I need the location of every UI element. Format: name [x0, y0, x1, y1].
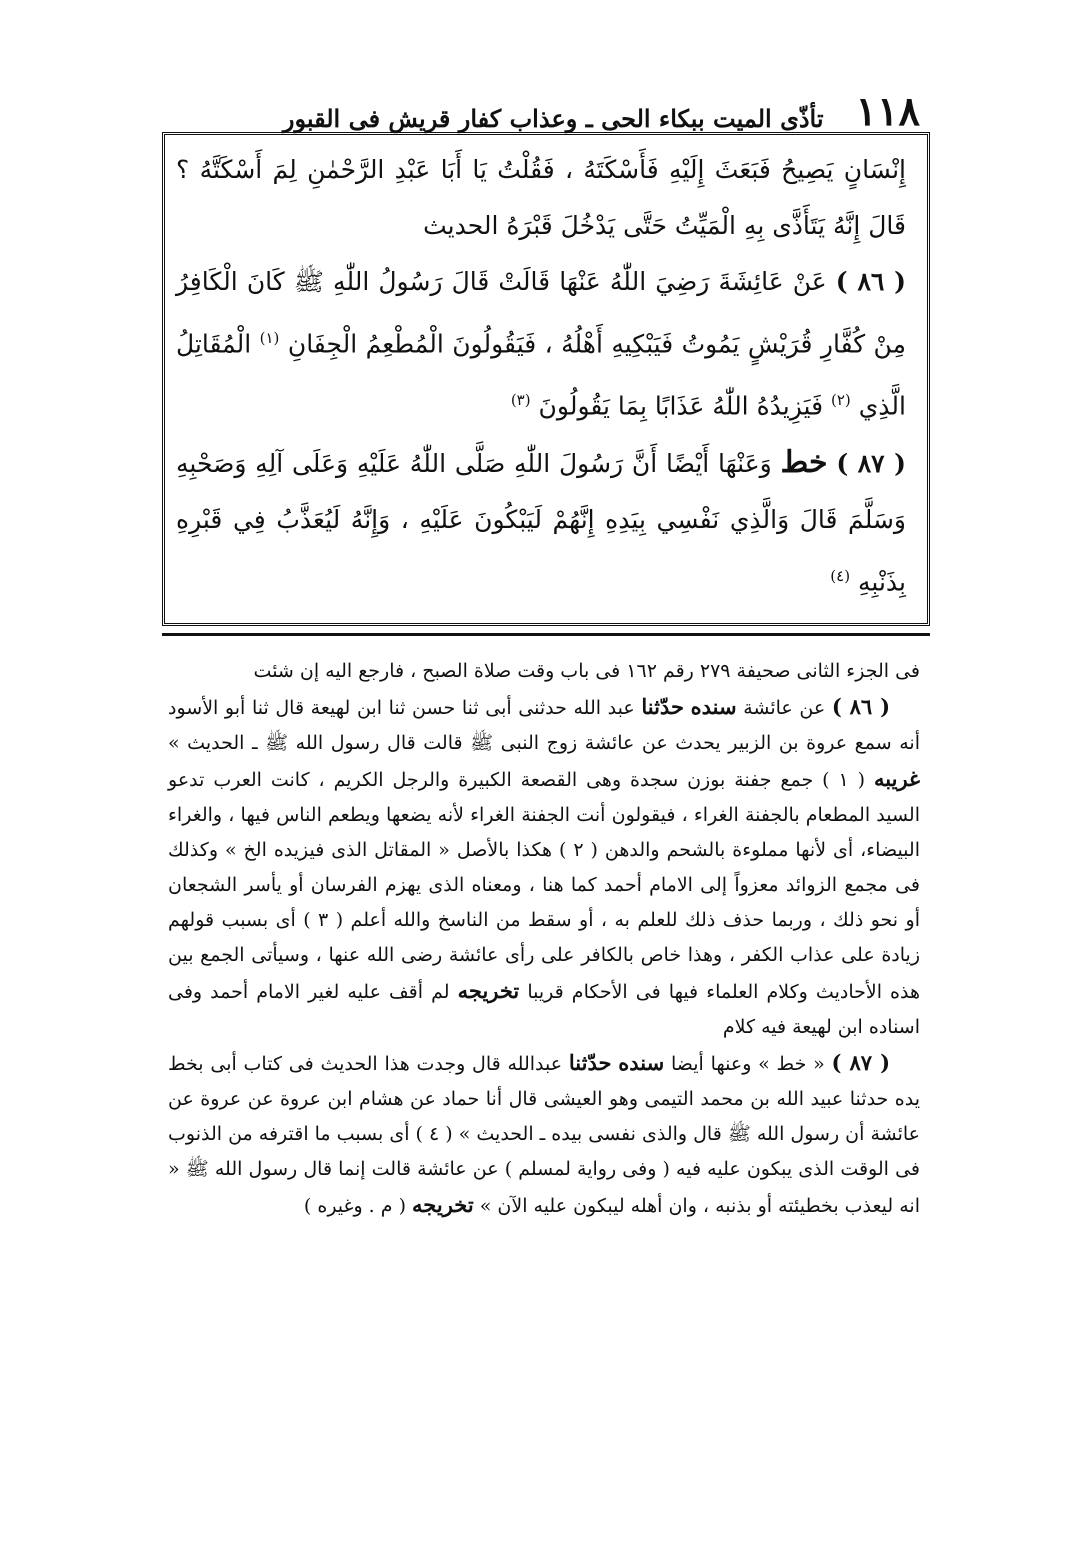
commentary-text: عن عائشة [743, 697, 826, 719]
commentary-87 [168, 1045, 920, 1224]
section-heading: سنده [618, 1050, 665, 1075]
section-heading: سنده [690, 694, 737, 719]
separator-rule [162, 633, 930, 636]
hadith-number: ( ٨٧ ) [831, 1050, 891, 1075]
footnote-marker: (٢) [831, 391, 851, 410]
footnote-marker: (١) [259, 329, 280, 347]
commentary-text: لم أقف عليه لغير الامام أحمد وفى اسناده ابن لهيعة فيه كلام [168, 981, 920, 1038]
source-code: خط [780, 444, 828, 480]
commentary-86 [168, 689, 920, 1045]
hadith-text-segment: فَيَزِيدُهُ اللّٰهُ عَذَابًا بِمَا يَقُولُونَ [538, 391, 824, 421]
hadith-text [176, 142, 906, 610]
hadith-number: ( ٨٦ ) [831, 694, 891, 719]
hadith-text-segment: الْمُقَاتِلُ الَّذِي [176, 329, 906, 421]
footnote-marker: (٤) [830, 566, 851, 585]
commentary-text: عبد الله حدثنى أبى ثنا حسن ثنا ابن لهيعة قال ثنا أبو الأسود أنه سمع عروة بن الزبير يحدث عن عائشة زوج النبى ﷺ قالت قال رسول الله ﷺ ـ الحديث » [168, 697, 920, 754]
running-head: تأذّى الميت ببكاء الحى ـ وعذاب كفار قريش فى القبور [282, 103, 824, 133]
commentary-text: ( ١ ) جمع جفنة بوزن سجدة وهى القصعة الكبيرة والرجل الكريم ، كانت العرب تدعو السيد المطعام بالجفنة الغراء ، فيقولون أنت الجفنة الغراء لأنه يضعها ويطعم الناس فيها ، والغراء البيضاء، أى لأنها مملوءة بالشحم والدهن ( ٢ ) هكذا بالأصل « المقاتل الذى فيزيده الخ » وكذلك فى مجمع الزوائد معزواً إلى الامام أحمد كما هنا ، ومعناه الذى يهزم الفرسان أو يأسر الشجعان أو نحو ذلك ، وربما حذف ذلك للعلم به ، أو سقط من الناسخ والله أعلم ( ٣ ) أى بسبب قولهم زيادة على عذاب الكفر ، وهذا خاص بالكافر على رأى عائشة رضى الله عنها ، وسيأتى الجمع بين هذه الأحاديث وكلام العلماء فيها فى الأحكام قريبا [168, 769, 920, 1003]
hadith-text-segment: عَنْ عَائِشَةَ رَضِيَ اللّٰهُ عَنْهَا قَالَتْ قَالَ رَسُولُ اللّٰهِ ﷺ كَانَ الْكَافِرُ مِنْ كُفَّارِ قُرَيْشٍ يَمُوتُ فَيَبْكِيهِ أَهْلُهُ ، فَيَقُولُونَ الْمُطْعِمُ الْجِفَانِ [176, 267, 906, 359]
hadith-continuation [176, 142, 906, 254]
commentary-text: عبدالله قال وجدت هذا الحديث فى كتاب أبى بخط يده حدثنا عبيد الله بن محمد التيمى وهو العيشى قال أنا حماد عن هشام ابن عروة عن عروة عن عائشة أن رسول الله ﷺ قال والذى نفسى بيده ـ الحديث » ( ٤ ) أى بسبب ما اقترفه من الذنوب فى الوقت الذى يبكون عليه فيه ( وفى رواية لمسلم ) عن عائشة قالت إنما قال رسول الله ﷺ « انه ليعذب بخطيئته أو بذنبه ، وان أهله ليبكون عليه الآن » [168, 1053, 921, 1217]
section-heading: تخريجه [457, 978, 520, 1003]
hadith-87 [176, 435, 906, 610]
commentary-line [168, 654, 920, 689]
commentary-text: ( م . وغيره ) [303, 1195, 406, 1217]
commentary-text: « خط » وعنها أيضا [671, 1053, 825, 1075]
page-header [160, 68, 920, 135]
continuation-text: إِنْسَانٍ يَصِيحُ فَبَعَثَ إِلَيْهِ فَأَسْكَتَهُ ، فَقُلْتُ يَا أَبَا عَبْدِ الرَّحْمٰنِ لِمَ أَسْكَتَّهُ ؟ قَالَ إِنَّهُ يَتَأَذَّى بِهِ الْمَيِّتُ حَتَّى يَدْخُلَ قَبْرَهُ الحديث [176, 155, 906, 240]
section-heading: تخريجه [412, 1192, 474, 1217]
footnote-marker: (٣) [510, 391, 531, 410]
section-heading: حدّثنا [568, 1050, 612, 1075]
section-heading: حدّثنا [641, 694, 684, 719]
hadith-number: ( ٨٧ ) [836, 448, 906, 478]
hadith-number: ( ٨٦ ) [835, 267, 906, 296]
commentary [168, 654, 920, 1224]
page-number: ١١٨ [855, 88, 920, 135]
commentary-text: فى الجزء الثانى صحيفة ٢٧٩ رقم ١٦٢ فى باب وقت صلاة الصبح ، فارجع اليه إن شئت [253, 660, 920, 682]
hadith-text-segment: وَعَنْهَا أَيْضًا أَنَّ رَسُولَ اللّٰهِ صَلَّى اللّٰهُ عَلَيْهِ وَعَلَى آلِهِ وَصَحْبِهِ وَسَلَّمَ قَالَ وَالَّذِي نَفْسِي بِيَدِهِ إِنَّهُمْ لَيَبْكُونَ عَلَيْهِ ، وَإِنَّهُ لَيُعَذَّبُ فِي قَبْرِهِ بِذَنْبِهِ [176, 448, 906, 596]
hadith-86 [176, 254, 906, 435]
section-heading: غريبه [874, 766, 921, 791]
